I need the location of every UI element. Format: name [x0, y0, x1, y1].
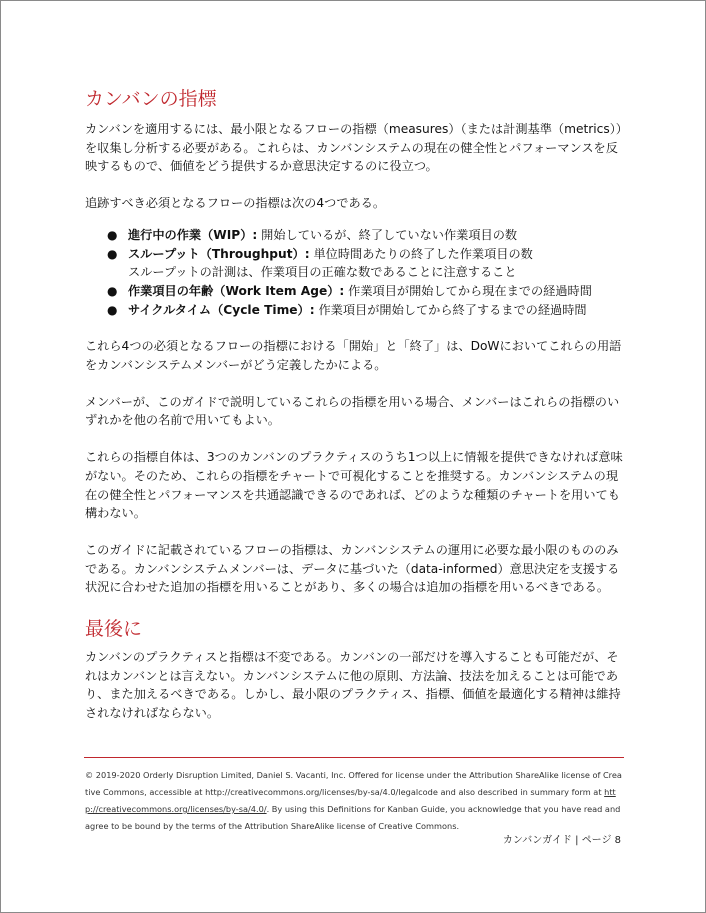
metric-term: サイクルタイム（Cycle Time）:	[128, 302, 315, 317]
metric-term: 作業項目の年齢（Work Item Age）:	[128, 283, 345, 298]
metric-desc: 作業項目が開始してから終了するまでの経過時間	[314, 302, 587, 317]
bullet-icon: ●	[107, 302, 118, 317]
metric-desc: 開始しているが、終了していない作業項目の数	[257, 227, 518, 242]
body-paragraph: このガイドに記載されているフローの指標は、カンバンシステムの運用に必要な最小限のもののみである。カンバンシステムメンバーは、データに基づいた（data-informed）意思決定を支援する状況に合わせた追加の指標を用いることがあり、多くの場合は追加の指標を用いるべきである。	[85, 542, 620, 595]
list-item	[85, 301, 625, 320]
footer-divider	[84, 757, 624, 758]
metric-desc: 単位時間あたりの終了した作業項目の数	[309, 246, 533, 261]
metric-desc: 作業項目が開始してから現在までの経過時間	[344, 283, 592, 298]
section-title-kanban-metrics: カンバンの指標	[85, 88, 217, 110]
license-link[interactable]: http://creativecommons.org/licenses/by-sa/4.0/	[85, 787, 616, 814]
metric-note: スループットの計測は、作業項目の正確な数であることに注意すること	[128, 265, 517, 280]
document-body	[85, 86, 625, 723]
footer-license-text: © 2019-2020 Orderly Disruption Limited, Daniel S. Vacanti, Inc. Offered for license under the Attribution ShareAlike license of Creative Commons, accessible at http://creativecommons.org/licenses/by-sa/4.0/legalcode and also described in summary form at	[85, 770, 622, 797]
footer-license-text-end: . By using this Definitions for Kanban Guide, you acknowledge that you have read and agree to be bound by the terms of the Attribution ShareAlike license of Creative Commons.	[85, 804, 621, 831]
intro-paragraph: カンバンを適用するには、最小限となるフローの指標（measures）（または計測基準（metrics））を収集し分析する必要がある。これらは、カンバンシステムの現在の健全性とパフォーマンスを反映するもので、価値をどう提供するか意思決定するのに役立つ。	[85, 122, 622, 174]
body-paragraph: これら4つの必須となるフローの指標における「開始」と「終了」は、DoWにおいてこれらの用語をカンバンシステムメンバーがどう定義したかによる。	[85, 339, 622, 373]
body-paragraph: これらの指標自体は、3つのカンバンのプラクティスのうち1つ以上に情報を提供できなければ意味がない。そのため、これらの指標をチャートで可視化することを推奨する。カンバンシステムの現在の健全性とパフォーマンスを共通認識できるのであれば、どのような種類のチャートを用いても構わない。	[85, 450, 623, 521]
list-item	[85, 226, 625, 245]
conclusion-paragraph: カンバンのプラクティスと指標は不変である。カンバンの一部だけを導入することも可能だが、それはカンバンとは言えない。カンバンシステムに他の原則、方法論、技法を加えることは可能であり、また加えるべきである。しかし、最小限のプラクティス、指標、価値を最適化する精神は維持されなければならない。	[85, 650, 621, 721]
body-paragraph: メンバーが、このガイドで説明しているこれらの指標を用いる場合、メンバーはこれらの指標のいずれかを他の名前で用いてもよい。	[85, 394, 620, 428]
metric-term: スループット（Throughput）:	[128, 246, 310, 261]
page-number: カンバンガイド | ページ 8	[502, 835, 621, 846]
bullet-icon: ●	[107, 227, 118, 242]
list-item	[85, 245, 625, 282]
footer-license	[85, 767, 625, 835]
list-item	[85, 282, 625, 301]
bullet-icon: ●	[107, 246, 118, 261]
metric-term: 進行中の作業（WIP）:	[128, 227, 258, 242]
metrics-list	[85, 226, 625, 320]
bullet-icon: ●	[107, 283, 118, 298]
section-title-conclusion: 最後に	[85, 618, 143, 641]
metrics-lead-paragraph: 追跡すべき必須となるフローの指標は次の4つである。	[85, 196, 386, 211]
